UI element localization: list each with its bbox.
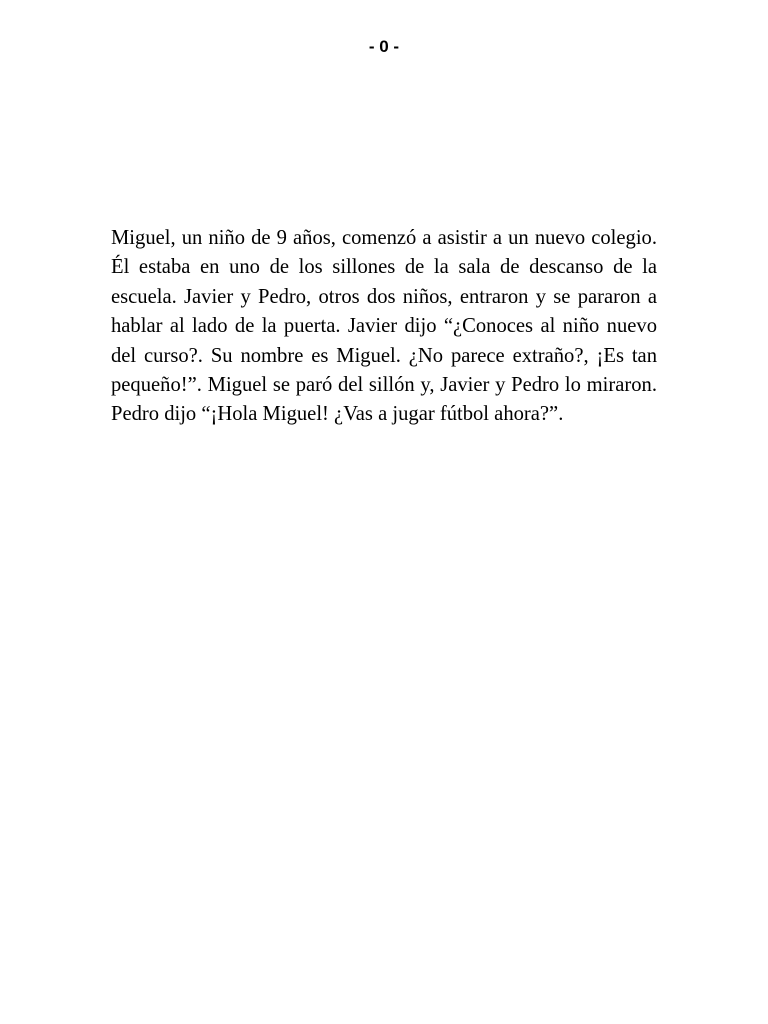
page-number: - 0 -: [368, 37, 400, 56]
story-paragraph: Miguel, un niño de 9 años, comenzó a asistir a un nuevo colegio. Él estaba en uno de los sillones de la sala de descanso de la escuela. Javier y Pedro, otros dos niños, entraron y se pararon a hablar al lado de la puerta. Javier dijo “¿Conoces al niño nuevo del curso?. Su nombre es Miguel. ¿No parece extraño?, ¡Es tan pequeño!”. Miguel se paró del sillón y, Javier y Pedro lo miraron. Pedro dijo “¡Hola Miguel! ¿Vas a jugar fútbol ahora?”.: [111, 227, 657, 426]
